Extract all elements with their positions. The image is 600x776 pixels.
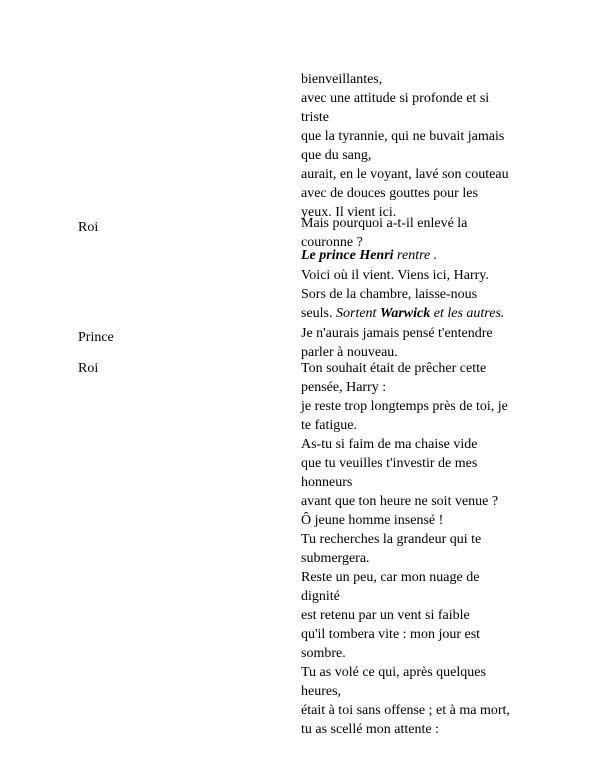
speech-line: Tu recherches la grandeur qui te — [301, 532, 482, 547]
speech-line: avant que ton heure ne soit venue ? — [301, 494, 499, 509]
speech-line: sombre. — [301, 646, 346, 661]
speech-text: seuls. — [301, 306, 336, 321]
speech-line: te fatigue. — [301, 418, 357, 433]
speech-line: honneurs — [301, 475, 353, 490]
speech-line: que tu veuilles t'investir de mes — [301, 456, 478, 471]
stage-character-name: Le prince Henri — [301, 248, 394, 263]
stage-suffix: et les autres. — [430, 306, 505, 321]
speech-line: que la tyrannie, qui ne buvait jamais — [301, 129, 505, 144]
speech-line: qu'il tombera vite : mon jour est — [301, 627, 481, 642]
speaker-name: Prince — [78, 330, 114, 345]
speech-lines — [301, 266, 551, 323]
speech-line: Ô jeune homme insensé ! — [301, 513, 444, 528]
speech-line: pensée, Harry : — [301, 380, 387, 395]
speech-line: bienveillantes, — [301, 72, 383, 87]
speech-lines — [301, 324, 551, 362]
speech-line: que du sang, — [301, 148, 372, 163]
speech-line: je reste trop longtemps près de toi, je — [301, 399, 508, 414]
speech-line: Reste un peu, car mon nuage de — [301, 570, 480, 585]
speech-line: Ton souhait était de prêcher cette — [301, 361, 487, 376]
speech-line: Tu as volé ce qui, après quelques — [301, 665, 486, 680]
speech-line: Mais pourquoi a-t-il enlevé la — [301, 216, 468, 231]
stage-character-name: Warwick — [379, 306, 431, 321]
speech-line: couronne ? — [301, 235, 363, 250]
stage-prefix: Sortent — [336, 306, 380, 321]
speech-lines — [301, 70, 551, 222]
speech-line: Je n'aurais jamais pensé t'entendre — [301, 326, 493, 341]
speech-line: Voici où il vient. Viens ici, Harry. — [301, 268, 489, 283]
speech-line: tu as scellé mon attente : — [301, 722, 440, 737]
speaker-name: Roi — [78, 361, 99, 376]
speech-line-with-stage — [301, 304, 551, 323]
speech-line: était à toi sans offense ; et à ma mort, — [301, 703, 510, 718]
speech-line: avec une attitude si profonde et si — [301, 91, 490, 106]
speech-line: As-tu si faim de ma chaise vide — [301, 437, 478, 452]
speech-line: triste — [301, 110, 329, 125]
stage-action: rentre . — [393, 248, 438, 263]
speech-line: dignité — [301, 589, 340, 604]
stage-direction — [301, 246, 551, 265]
speech-line: Sors de la chambre, laisse-nous — [301, 287, 478, 302]
speech-line: aurait, en le voyant, lavé son couteau — [301, 167, 509, 182]
speaker-name: Roi — [78, 220, 99, 235]
speech-line: yeux. Il vient ici. — [301, 205, 397, 220]
speech-line: parler à nouveau. — [301, 345, 398, 360]
speech-line: avec de douces gouttes pour les — [301, 186, 478, 201]
speech-line: est retenu par un vent si faible — [301, 608, 470, 623]
speech-line: heures, — [301, 684, 342, 699]
speech-lines — [301, 359, 551, 739]
speech-line: submergera. — [301, 551, 370, 566]
